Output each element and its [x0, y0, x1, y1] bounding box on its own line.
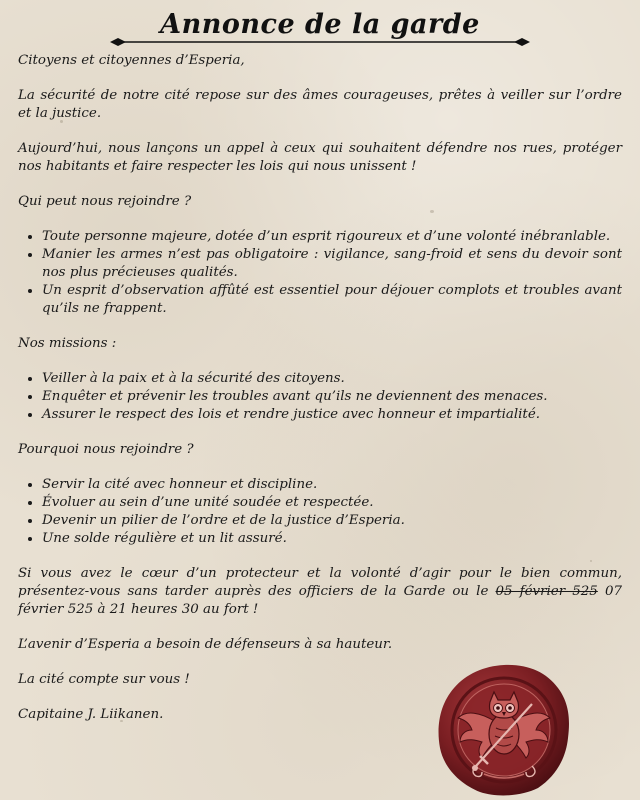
announcement-body: [18, 52, 622, 741]
list-item: • Enquêter et prévenir les troubles avant qu’ils ne deviennent des menaces.: [42, 388, 622, 406]
list-item: • Toute personne majeure, dotée d’un esprit rigoureux et d’une volonté inébranlable.: [42, 228, 622, 246]
list-item: • Assurer le respect des lois et rendre justice avec honneur et impartialité.: [42, 406, 622, 424]
appeal-paragraph: Aujourd’hui, nous lançons un appel à ceux qui souhaitent défendre nos rues, protéger nos habitants et faire respecter les lois qui nous unissent !: [18, 141, 622, 174]
list-item: • Une solde régulière et un lit assuré.: [42, 530, 622, 548]
intro-paragraph: La sécurité de notre cité repose sur des âmes courageuses, prêtes à veiller sur l’ordre et la justice.: [18, 88, 622, 121]
call-text: Si vous avez le cœur d’un protecteur et la volonté d’agir pour le bien commun, présentez-vous sans tarder auprès des officiers de la Garde ou le: [18, 566, 622, 599]
call-to-action: [18, 565, 622, 619]
signature: Capitaine J. Liikanen.: [18, 707, 164, 722]
who-list: [18, 228, 622, 318]
greeting: Citoyens et citoyennes d’Esperia,: [18, 53, 245, 68]
call-date: 07 février 525 à 21 heures 30 au fort !: [18, 584, 622, 617]
missions-list: [18, 370, 622, 424]
why-list: [18, 476, 622, 548]
future-line: L’avenir d’Esperia a besoin de défenseurs à sa hauteur.: [18, 637, 393, 652]
counts-line: La cité compte sur vous !: [18, 672, 190, 687]
list-item: • Veiller à la paix et à la sécurité des citoyens.: [42, 370, 622, 388]
list-item: • Devenir un pilier de l’ordre et de la justice d’Esperia.: [42, 512, 622, 530]
missions-heading: Nos missions :: [18, 336, 117, 351]
list-item: • Un esprit d’observation affûté est essentiel pour déjouer complots et troubles avant qu’ils ne frappent.: [42, 282, 622, 318]
struck-date: 05 février 525: [495, 584, 598, 599]
list-item: • Manier les armes n’est pas obligatoire : vigilance, sang-froid et sens du devoir sont nos plus précieuses qualités.: [42, 246, 622, 282]
wax-seal-owl-icon: [436, 662, 572, 798]
who-heading: Qui peut nous rejoindre ?: [18, 194, 192, 209]
page-title: Annonce de la garde: [160, 9, 480, 40]
title-underline: [110, 36, 530, 48]
list-item: • Servir la cité avec honneur et discipline.: [42, 476, 622, 494]
why-heading: Pourquoi nous rejoindre ?: [18, 442, 194, 457]
list-item: • Évoluer au sein d’une unité soudée et respectée.: [42, 494, 622, 512]
